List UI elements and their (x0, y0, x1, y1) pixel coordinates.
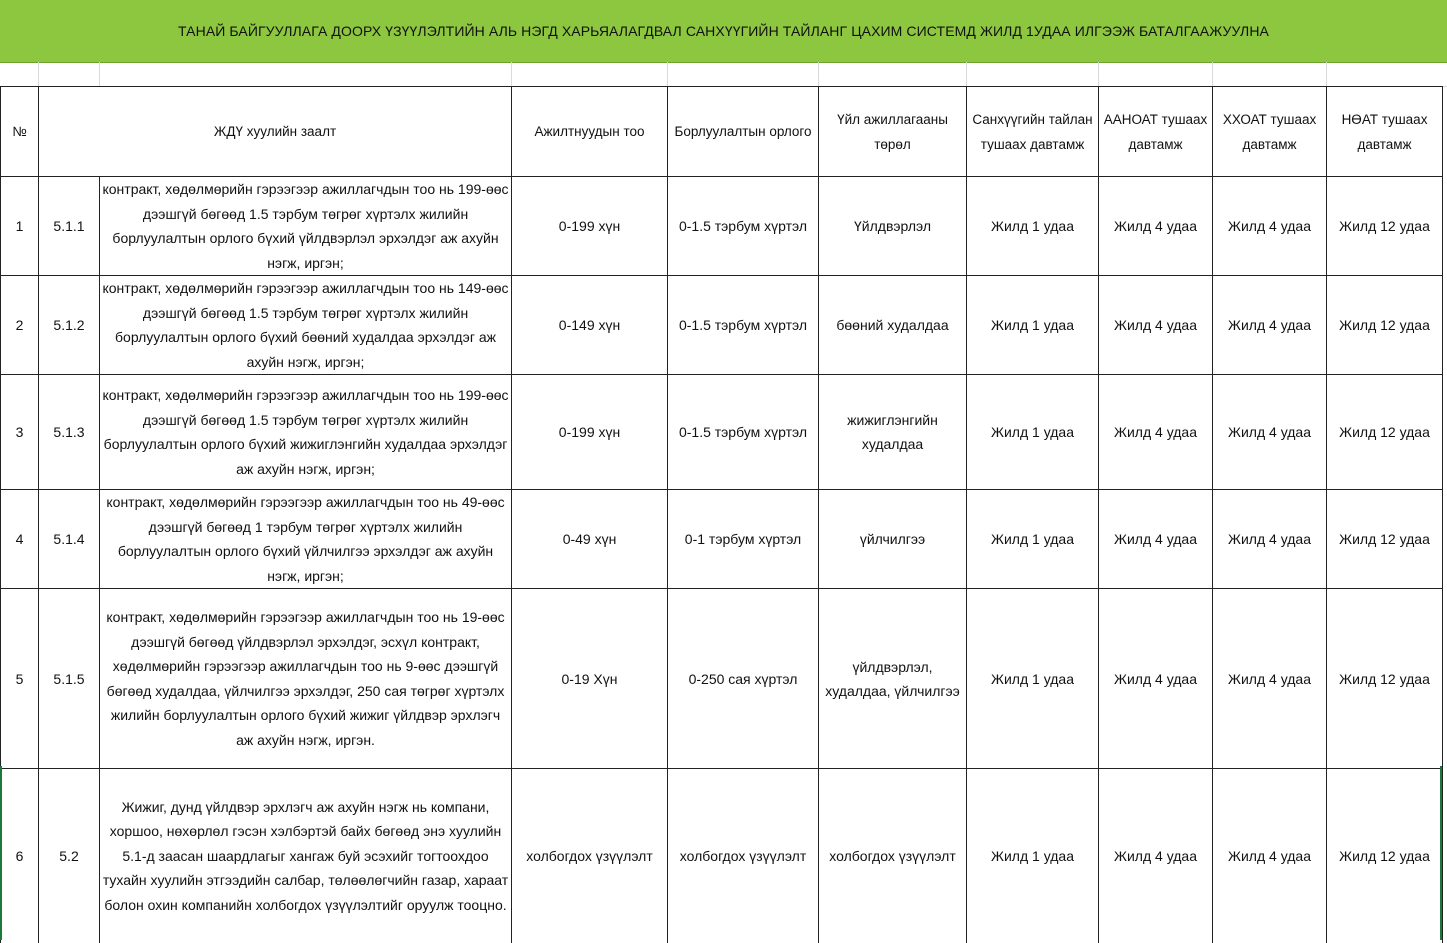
row-activity: жижиглэнгийн худалдаа (819, 375, 967, 490)
row-description: контракт, хөдөлмөрийн гэрээгээр ажиллагчдын тоо нь 149-өөс дээшгүй бөгөөд 1.5 тэрбум төгрөг хүртэлх жилийн борлуулалтын орлого бүхий бөөний худалдаа эрхэлдэг аж ахуйн нэгж, иргэн; (100, 276, 512, 375)
row-hhoat: Жилд 4 удаа (1213, 276, 1327, 375)
table-row (1, 375, 1443, 490)
row-activity: Үйлдвэрлэл (819, 177, 967, 276)
row-revenue: 0-250 сая хүртэл (668, 589, 819, 769)
grid-line (1098, 62, 1099, 86)
sme-criteria-table (0, 86, 1443, 943)
row-activity: үйлчилгээ (819, 490, 967, 589)
row-clause: 5.1.3 (39, 375, 100, 490)
row-employees: 0-149 хүн (512, 276, 668, 375)
row-clause: 5.2 (39, 769, 100, 943)
grid-line (966, 62, 967, 86)
header-hhoat: ХХОАТ тушаах давтамж (1213, 87, 1327, 177)
row-aanoat: Жилд 4 удаа (1099, 276, 1213, 375)
table-row (1, 177, 1443, 276)
row-num: 2 (1, 276, 39, 375)
row-hhoat: Жилд 4 удаа (1213, 375, 1327, 490)
row-fin-report: Жилд 1 удаа (967, 276, 1099, 375)
row-employees: холбогдох үзүүлэлт (512, 769, 668, 943)
row-fin-report: Жилд 1 удаа (967, 490, 1099, 589)
grid-line (38, 62, 39, 86)
row-num: 5 (1, 589, 39, 769)
row-num: 4 (1, 490, 39, 589)
row-revenue: 0-1.5 тэрбум хүртэл (668, 177, 819, 276)
row-hhoat: Жилд 4 удаа (1213, 769, 1327, 943)
row-activity: бөөний худалдаа (819, 276, 967, 375)
row-noat: Жилд 12 удаа (1327, 490, 1443, 589)
table-row (1, 589, 1443, 769)
row-revenue: холбогдох үзүүлэлт (668, 769, 819, 943)
header-fin-report: Санхүүгийн тайлан тушаах давтамж (967, 87, 1099, 177)
row-aanoat: Жилд 4 удаа (1099, 177, 1213, 276)
row-num: 3 (1, 375, 39, 490)
row-noat: Жилд 12 удаа (1327, 375, 1443, 490)
row-aanoat: Жилд 4 удаа (1099, 769, 1213, 943)
table-row (1, 769, 1443, 943)
grid-line (1326, 62, 1327, 86)
row-clause: 5.1.4 (39, 490, 100, 589)
header-num: № (1, 87, 39, 177)
row-num: 6 (1, 769, 39, 943)
selected-row-border (0, 766, 2, 940)
row-clause: 5.1.1 (39, 177, 100, 276)
header-aanoat: ААНОАТ тушаах давтамж (1099, 87, 1213, 177)
header-row (1, 87, 1443, 177)
row-description: контракт, хөдөлмөрийн гэрээгээр ажиллагчдын тоо нь 199-өөс дээшгүй бөгөөд 1.5 тэрбум төгрөг хүртэлх жилийн борлуулалтын орлого бүхий жижиглэнгийн худалдаа эрхэлдэг аж ахуйн нэгж, иргэн; (100, 375, 512, 490)
header-noat: НӨАТ тушаах давтамж (1327, 87, 1443, 177)
row-employees: 0-19 Хүн (512, 589, 668, 769)
row-num: 1 (1, 177, 39, 276)
page-title: ТАНАЙ БАЙГУУЛЛАГА ДООРХ ҮЗҮҮЛЭЛТИЙН АЛЬ НЭГД ХАРЬЯАЛАГДВАЛ САНХҮҮГИЙН ТАЙЛАНГ ЦАХИМ СИСТЕМД ЖИЛД 1УДАА ИЛГЭЭЖ БАТАЛГААЖУУЛНА (178, 23, 1269, 39)
row-revenue: 0-1.5 тэрбум хүртэл (668, 375, 819, 490)
title-banner (0, 0, 1447, 63)
row-fin-report: Жилд 1 удаа (967, 589, 1099, 769)
row-noat: Жилд 12 удаа (1327, 589, 1443, 769)
row-fin-report: Жилд 1 удаа (967, 769, 1099, 943)
row-description: контракт, хөдөлмөрийн гэрээгээр ажиллагчдын тоо нь 49-өөс дээшгүй бөгөөд 1 тэрбум төгрөг хүртэлх жилийн борлуулалтын орлого бүхий үйлчилгээ эрхэлдэг аж ахуйн нэгж, иргэн; (100, 490, 512, 589)
header-activity: Үйл ажиллагааны төрөл (819, 87, 967, 177)
row-clause: 5.1.2 (39, 276, 100, 375)
grid-line (511, 62, 512, 86)
header-employees: Ажилтнуудын тоо (512, 87, 668, 177)
empty-spreadsheet-row (0, 62, 1447, 87)
row-aanoat: Жилд 4 удаа (1099, 375, 1213, 490)
grid-line (667, 62, 668, 86)
row-noat: Жилд 12 удаа (1327, 276, 1443, 375)
row-clause: 5.1.5 (39, 589, 100, 769)
row-employees: 0-199 хүн (512, 177, 668, 276)
row-hhoat: Жилд 4 удаа (1213, 490, 1327, 589)
header-revenue: Борлуулалтын орлого (668, 87, 819, 177)
row-revenue: 0-1.5 тэрбум хүртэл (668, 276, 819, 375)
grid-line (818, 62, 819, 86)
grid-line (1212, 62, 1213, 86)
header-law-clause: ЖДҮ хуулийн заалт (39, 87, 512, 177)
row-activity: үйлдвэрлэл, худалдаа, үйлчилгээ (819, 589, 967, 769)
row-employees: 0-49 хүн (512, 490, 668, 589)
row-description: Жижиг, дунд үйлдвэр эрхлэгч аж ахуйн нэгж нь компани, хоршоо, нөхөрлөл гэсэн хэлбэртэй байх бөгөөд энэ хуулийн 5.1-д заасан шаардлагыг хангаж буй эсэхийг тогтоохдоо тухайн хуулийн этгээдийн салбар, төлөөлөгчийн газар, хараат болон охин компанийн холбогдох үзүүлэлтийг оруулж тооцно. (100, 769, 512, 943)
row-hhoat: Жилд 4 удаа (1213, 589, 1327, 769)
selected-row-border (1440, 766, 1442, 940)
row-noat: Жилд 12 удаа (1327, 769, 1443, 943)
row-fin-report: Жилд 1 удаа (967, 375, 1099, 490)
row-revenue: 0-1 тэрбум хүртэл (668, 490, 819, 589)
row-hhoat: Жилд 4 удаа (1213, 177, 1327, 276)
row-aanoat: Жилд 4 удаа (1099, 490, 1213, 589)
row-activity: холбогдох үзүүлэлт (819, 769, 967, 943)
grid-line (99, 62, 100, 86)
row-fin-report: Жилд 1 удаа (967, 177, 1099, 276)
row-aanoat: Жилд 4 удаа (1099, 589, 1213, 769)
table-row (1, 276, 1443, 375)
row-employees: 0-199 хүн (512, 375, 668, 490)
row-description: контракт, хөдөлмөрийн гэрээгээр ажиллагчдын тоо нь 19-өөс дээшгүй бөгөөд үйлдвэрлэл эрхэлдэг, эсхүл контракт, хөдөлмөрийн гэрээгээр ажиллагчдын тоо нь 9-өөс дээшгүй бөгөөд худалдаа, үйлчилгээ эрхэлдэг, 250 сая төгрөг хүртэлх жилийн борлуулалтын орлого бүхий жижиг үйлдвэр эрхлэгч аж ахуйн нэгж, иргэн. (100, 589, 512, 769)
row-description: контракт, хөдөлмөрийн гэрээгээр ажиллагчдын тоо нь 199-өөс дээшгүй бөгөөд 1.5 тэрбум төгрөг хүртэлх жилийн борлуулалтын орлого бүхий үйлдвэрлэл эрхэлдэг аж ахуйн нэгж, иргэн; (100, 177, 512, 276)
table-row (1, 490, 1443, 589)
row-noat: Жилд 12 удаа (1327, 177, 1443, 276)
